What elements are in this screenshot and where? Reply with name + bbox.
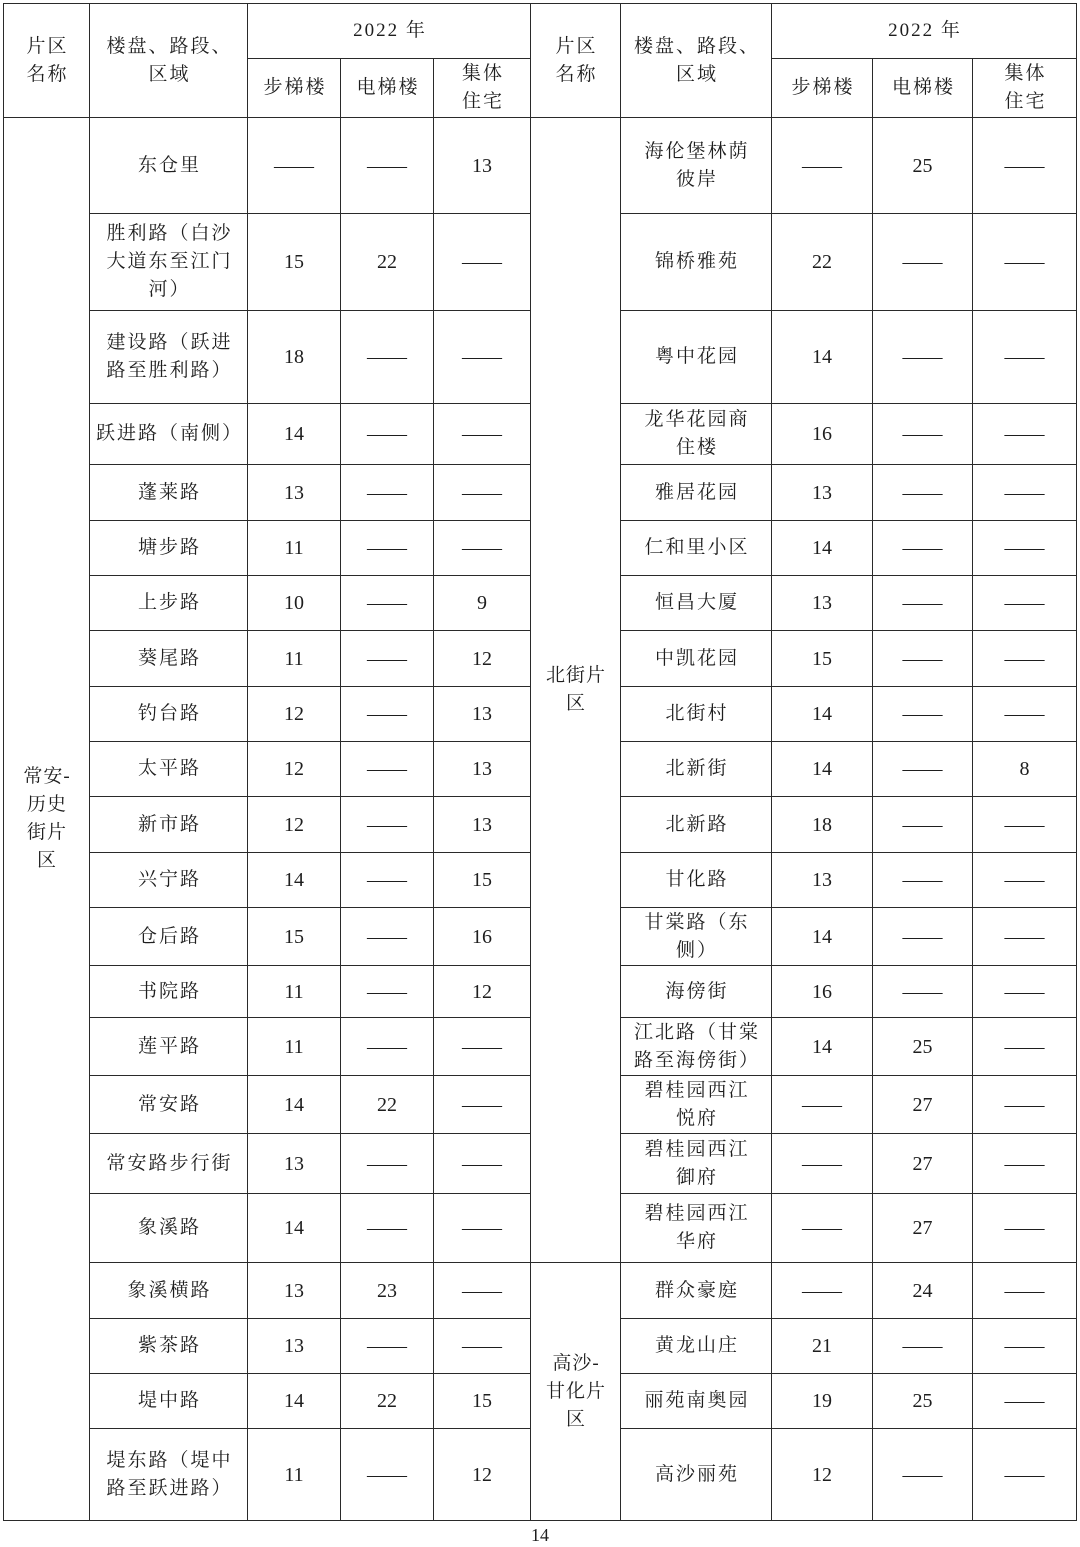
property-name-cell: 北新街 [621,742,772,797]
price-table [3,3,1077,1521]
elevator-value-cell: —— [341,908,434,966]
stair-value-cell: 16 [772,404,873,465]
stair-value-cell: —— [772,1194,873,1263]
collective-value-cell: 8 [973,742,1077,797]
property-name-cell: 新市路 [90,797,248,853]
header-property: 楼盘、路段、 区域 [90,4,248,118]
collective-value-cell: —— [973,1018,1077,1076]
collective-value-cell: —— [973,631,1077,687]
elevator-value-cell: 22 [341,214,434,311]
collective-value-cell: —— [973,853,1077,908]
collective-value-cell: —— [973,1194,1077,1263]
property-name-cell: 黄龙山庄 [621,1319,772,1374]
elevator-value-cell: —— [341,687,434,742]
stair-value-cell: 14 [248,1194,341,1263]
property-name-cell: 书院路 [90,966,248,1018]
elevator-value-cell: —— [341,1194,434,1263]
property-name-cell: 中凯花园 [621,631,772,687]
collective-value-cell: 12 [434,1429,531,1521]
collective-value-cell: 13 [434,118,531,214]
property-name-cell: 塘步路 [90,521,248,576]
header-stair: 步梯楼 [772,59,873,118]
collective-value-cell: 16 [434,908,531,966]
stair-value-cell: 15 [248,214,341,311]
collective-value-cell: 13 [434,687,531,742]
collective-value-cell: —— [973,1263,1077,1319]
elevator-value-cell: —— [341,631,434,687]
stair-value-cell: 19 [772,1374,873,1429]
elevator-value-cell: —— [341,853,434,908]
stair-value-cell: 15 [248,908,341,966]
stair-value-cell: 13 [772,853,873,908]
collective-value-cell: —— [434,1319,531,1374]
stair-value-cell: 14 [772,742,873,797]
property-name-cell: 高沙丽苑 [621,1429,772,1521]
stair-value-cell: —— [248,118,341,214]
elevator-value-cell: —— [341,1319,434,1374]
property-name-cell: 丽苑南奥园 [621,1374,772,1429]
property-name-cell: 锦桥雅苑 [621,214,772,311]
stair-value-cell: 14 [248,404,341,465]
property-name-cell: 东仓里 [90,118,248,214]
collective-value-cell: —— [973,118,1077,214]
header-year: 2022 年 [772,4,1077,59]
property-name-cell: 象溪横路 [90,1263,248,1319]
stair-value-cell: 14 [772,687,873,742]
stair-value-cell: 14 [772,521,873,576]
property-name-cell: 群众豪庭 [621,1263,772,1319]
header-elevator: 电梯楼 [341,59,434,118]
elevator-value-cell: —— [873,966,973,1018]
stair-value-cell: —— [772,1076,873,1134]
property-name-cell: 葵尾路 [90,631,248,687]
stair-value-cell: 21 [772,1319,873,1374]
elevator-value-cell: 27 [873,1076,973,1134]
property-name-cell: 常安路步行街 [90,1134,248,1194]
stair-value-cell: 13 [248,1263,341,1319]
district-cell: 北街片 区 [531,118,621,1263]
stair-value-cell: 16 [772,966,873,1018]
property-name-cell: 建设路（跃进 路至胜利路） [90,311,248,404]
elevator-value-cell: —— [873,908,973,966]
property-name-cell: 兴宁路 [90,853,248,908]
stair-value-cell: 12 [248,687,341,742]
collective-value-cell: —— [434,1134,531,1194]
elevator-value-cell: —— [341,404,434,465]
header-property: 楼盘、路段、 区域 [621,4,772,118]
property-name-cell: 海傍街 [621,966,772,1018]
property-name-cell: 甘化路 [621,853,772,908]
collective-value-cell: —— [434,521,531,576]
collective-value-cell: —— [973,1076,1077,1134]
property-name-cell: 仓后路 [90,908,248,966]
property-name-cell: 堤中路 [90,1374,248,1429]
property-name-cell: 堤东路（堤中 路至跃进路） [90,1429,248,1521]
property-name-cell: 恒昌大厦 [621,576,772,631]
property-name-cell: 莲平路 [90,1018,248,1076]
stair-value-cell: 11 [248,966,341,1018]
elevator-value-cell: —— [873,631,973,687]
collective-value-cell: —— [434,465,531,521]
collective-value-cell: —— [973,966,1077,1018]
collective-value-cell: —— [973,311,1077,404]
stair-value-cell: 14 [772,908,873,966]
stair-value-cell: 10 [248,576,341,631]
elevator-value-cell: —— [341,1134,434,1194]
stair-value-cell: —— [772,1134,873,1194]
stair-value-cell: 12 [772,1429,873,1521]
stair-value-cell: —— [772,1263,873,1319]
property-name-cell: 碧桂园西江 悦府 [621,1076,772,1134]
district-cell: 高沙- 甘化片 区 [531,1263,621,1521]
collective-value-cell: 12 [434,966,531,1018]
elevator-value-cell: —— [341,797,434,853]
stair-value-cell: 18 [772,797,873,853]
collective-value-cell: —— [973,465,1077,521]
property-name-cell: 跃进路（南侧） [90,404,248,465]
property-name-cell: 粤中花园 [621,311,772,404]
property-name-cell: 钓台路 [90,687,248,742]
property-name-cell: 蓬莱路 [90,465,248,521]
elevator-value-cell: —— [341,966,434,1018]
district-cell: 常安- 历史 街片 区 [4,118,90,1521]
stair-value-cell: 11 [248,521,341,576]
collective-value-cell: —— [434,1194,531,1263]
elevator-value-cell: 27 [873,1134,973,1194]
collective-value-cell: —— [973,521,1077,576]
stair-value-cell: 13 [772,465,873,521]
elevator-value-cell: —— [873,576,973,631]
collective-value-cell: —— [973,908,1077,966]
collective-value-cell: 13 [434,797,531,853]
property-name-cell: 仁和里小区 [621,521,772,576]
table-row [4,118,1077,214]
elevator-value-cell: —— [873,687,973,742]
elevator-value-cell: 22 [341,1076,434,1134]
elevator-value-cell: 23 [341,1263,434,1319]
property-name-cell: 雅居花园 [621,465,772,521]
property-name-cell: 常安路 [90,1076,248,1134]
elevator-value-cell: —— [341,576,434,631]
collective-value-cell: —— [973,1429,1077,1521]
stair-value-cell: 14 [248,1374,341,1429]
elevator-value-cell: 25 [873,1374,973,1429]
elevator-value-cell: —— [341,742,434,797]
collective-value-cell: —— [434,404,531,465]
property-name-cell: 太平路 [90,742,248,797]
stair-value-cell: 14 [772,1018,873,1076]
stair-value-cell: 18 [248,311,341,404]
stair-value-cell: 14 [248,853,341,908]
collective-value-cell: —— [973,404,1077,465]
elevator-value-cell: —— [873,1319,973,1374]
header-row [4,4,1077,59]
elevator-value-cell: —— [873,311,973,404]
elevator-value-cell: —— [873,214,973,311]
collective-value-cell: 15 [434,853,531,908]
elevator-value-cell: —— [873,1429,973,1521]
elevator-value-cell: —— [873,853,973,908]
property-name-cell: 象溪路 [90,1194,248,1263]
collective-value-cell: —— [973,214,1077,311]
stair-value-cell: 13 [248,1319,341,1374]
stair-value-cell: 12 [248,742,341,797]
elevator-value-cell: —— [341,118,434,214]
stair-value-cell: 11 [248,1429,341,1521]
property-name-cell: 龙华花园商 住楼 [621,404,772,465]
elevator-value-cell: —— [873,742,973,797]
property-name-cell: 碧桂园西江 御府 [621,1134,772,1194]
header-collective: 集体 住宅 [973,59,1077,118]
page-number: 14 [531,1525,549,1545]
stair-value-cell: 13 [772,576,873,631]
property-name-cell: 北街村 [621,687,772,742]
header-year: 2022 年 [248,4,531,59]
collective-value-cell: —— [973,797,1077,853]
collective-value-cell: 15 [434,1374,531,1429]
property-name-cell: 胜利路（白沙 大道东至江门 河） [90,214,248,311]
stair-value-cell: 11 [248,1018,341,1076]
collective-value-cell: —— [434,1263,531,1319]
collective-value-cell: 13 [434,742,531,797]
stair-value-cell: 15 [772,631,873,687]
elevator-value-cell: —— [341,1429,434,1521]
collective-value-cell: —— [973,1374,1077,1429]
collective-value-cell: —— [973,1134,1077,1194]
property-name-cell: 甘棠路（东 侧） [621,908,772,966]
elevator-value-cell: —— [873,404,973,465]
stair-value-cell: 14 [772,311,873,404]
elevator-value-cell: —— [341,521,434,576]
collective-value-cell: 9 [434,576,531,631]
collective-value-cell: —— [973,1319,1077,1374]
header-elevator: 电梯楼 [873,59,973,118]
property-name-cell: 海伦堡林荫 彼岸 [621,118,772,214]
property-name-cell: 江北路（甘棠 路至海傍街） [621,1018,772,1076]
property-name-cell: 上步路 [90,576,248,631]
property-name-cell: 碧桂园西江 华府 [621,1194,772,1263]
table-body [4,118,1077,1521]
elevator-value-cell: —— [341,1018,434,1076]
header-collective: 集体 住宅 [434,59,531,118]
collective-value-cell: 12 [434,631,531,687]
elevator-value-cell: —— [873,521,973,576]
stair-value-cell: 13 [248,465,341,521]
stair-value-cell: 11 [248,631,341,687]
stair-value-cell: 22 [772,214,873,311]
elevator-value-cell: 27 [873,1194,973,1263]
collective-value-cell: —— [973,687,1077,742]
elevator-value-cell: 25 [873,118,973,214]
elevator-value-cell: —— [873,465,973,521]
collective-value-cell: —— [434,1076,531,1134]
collective-value-cell: —— [973,576,1077,631]
elevator-value-cell: —— [873,797,973,853]
collective-value-cell: —— [434,214,531,311]
table-row [4,1263,1077,1319]
elevator-value-cell: —— [341,311,434,404]
stair-value-cell: 14 [248,1076,341,1134]
collective-value-cell: —— [434,1018,531,1076]
property-name-cell: 紫茶路 [90,1319,248,1374]
table-header [4,4,1077,118]
stair-value-cell: 12 [248,797,341,853]
header-stair: 步梯楼 [248,59,341,118]
header-district: 片区 名称 [531,4,621,118]
header-district: 片区 名称 [4,4,90,118]
elevator-value-cell: 25 [873,1018,973,1076]
elevator-value-cell: —— [341,465,434,521]
elevator-value-cell: 24 [873,1263,973,1319]
collective-value-cell: —— [434,311,531,404]
elevator-value-cell: 22 [341,1374,434,1429]
property-name-cell: 北新路 [621,797,772,853]
stair-value-cell: —— [772,118,873,214]
stair-value-cell: 13 [248,1134,341,1194]
